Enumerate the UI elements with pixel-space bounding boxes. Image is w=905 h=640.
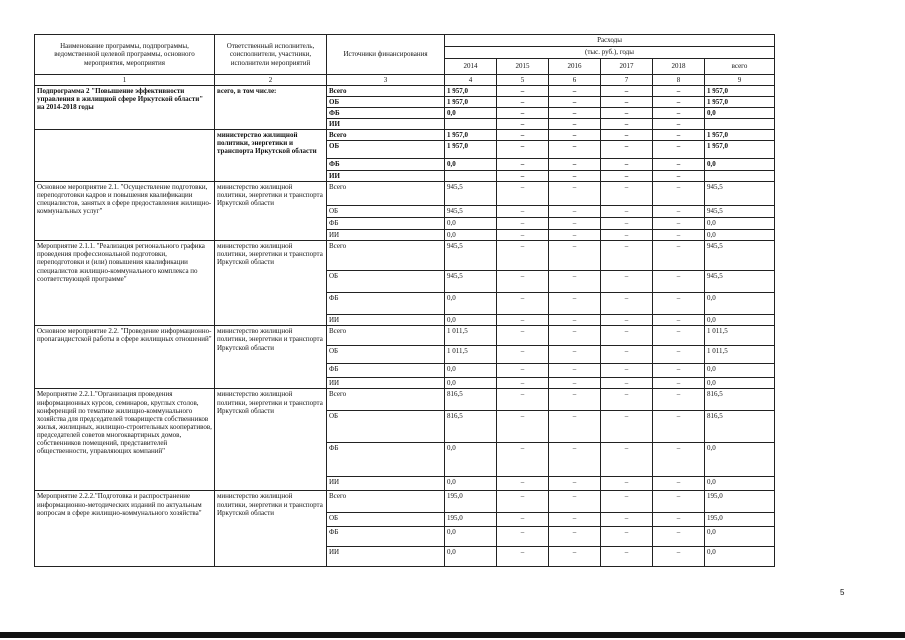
header-year: 2018: [653, 59, 705, 75]
value-2018-cell: –: [653, 293, 705, 315]
value-2014-cell: 0,0: [445, 547, 497, 567]
value-2014-cell: 0,0: [445, 218, 497, 230]
value-2016-cell: –: [549, 271, 601, 293]
value-2017-cell: –: [601, 241, 653, 271]
value-2017-cell: –: [601, 389, 653, 411]
value-2017-cell: –: [601, 159, 653, 171]
header-expenses: Расходы: [445, 35, 775, 47]
col-number: 5: [497, 75, 549, 86]
value-2014-cell: 0,0: [445, 293, 497, 315]
value-total-cell: 0,0: [705, 315, 775, 326]
header-program: Наименование программы, подпрограммы, ведомственной целевой программы, основного мероприятия, мероприятия: [35, 35, 215, 75]
executor-cell: министерство жилищной политики, энергетики и транспорта Иркутской области: [215, 491, 327, 567]
value-total-cell: 945,5: [705, 206, 775, 218]
col-number: 3: [327, 75, 445, 86]
value-2014-cell: 195,0: [445, 491, 497, 513]
value-total-cell: 195,0: [705, 513, 775, 527]
value-2015-cell: –: [497, 411, 549, 443]
value-2015-cell: –: [497, 206, 549, 218]
program-name-cell: Подпрограмма 2 "Повышение эффективности управления в жилищной сфере Иркутской области" на 2014-2018 годы: [35, 86, 215, 130]
value-2016-cell: –: [549, 346, 601, 364]
value-2015-cell: –: [497, 443, 549, 477]
value-total-cell: 1 011,5: [705, 326, 775, 346]
program-name-cell: Основное мероприятие 2.1. "Осуществление подготовки, переподготовки кадров и повышения квалификации специалистов, занятых в сфере предоставления жилищно-коммунальных услуг": [35, 182, 215, 241]
value-2018-cell: –: [653, 159, 705, 171]
value-2017-cell: –: [601, 141, 653, 159]
value-2015-cell: –: [497, 364, 549, 378]
executor-cell: всего, в том числе:: [215, 86, 327, 130]
value-total-cell: 945,5: [705, 271, 775, 293]
value-2016-cell: –: [549, 159, 601, 171]
executor-cell: министерство жилищной политики, энергетики и транспорта Иркутской области: [215, 241, 327, 326]
value-2015-cell: –: [497, 130, 549, 141]
value-2014-cell: 0,0: [445, 378, 497, 389]
source-cell: ИИ: [327, 171, 445, 182]
value-total-cell: 1 957,0: [705, 97, 775, 108]
value-2016-cell: –: [549, 130, 601, 141]
value-2016-cell: –: [549, 389, 601, 411]
source-cell: ИИ: [327, 119, 445, 130]
value-2014-cell: 1 957,0: [445, 97, 497, 108]
value-2015-cell: –: [497, 141, 549, 159]
value-2014-cell: 1 011,5: [445, 326, 497, 346]
value-total-cell: 1 011,5: [705, 346, 775, 364]
value-2015-cell: –: [497, 241, 549, 271]
value-2015-cell: –: [497, 182, 549, 206]
value-2015-cell: –: [497, 230, 549, 241]
header-units: (тыс. руб.), годы: [445, 47, 775, 59]
value-2015-cell: –: [497, 346, 549, 364]
value-2018-cell: –: [653, 527, 705, 547]
value-2018-cell: –: [653, 86, 705, 97]
value-2015-cell: –: [497, 218, 549, 230]
value-2014-cell: 0,0: [445, 527, 497, 547]
header-year: 2014: [445, 59, 497, 75]
col-number: 7: [601, 75, 653, 86]
header-executor: Ответственный исполнитель, соисполнители, участники, исполнители мероприятий: [215, 35, 327, 75]
value-total-cell: 0,0: [705, 527, 775, 547]
value-2017-cell: –: [601, 477, 653, 491]
source-cell: Всего: [327, 86, 445, 97]
source-cell: ФБ: [327, 527, 445, 547]
value-2014-cell: 945,5: [445, 271, 497, 293]
value-2016-cell: –: [549, 108, 601, 119]
value-total-cell: [705, 171, 775, 182]
value-2018-cell: –: [653, 182, 705, 206]
value-2014-cell: 0,0: [445, 108, 497, 119]
executor-cell: министерство жилищной политики, энергетики и транспорта Иркутской области: [215, 326, 327, 389]
value-2018-cell: –: [653, 411, 705, 443]
executor-cell: министерство жилищной политики, энергетики и транспорта Иркутской области: [215, 182, 327, 241]
col-number: 6: [549, 75, 601, 86]
value-2018-cell: –: [653, 108, 705, 119]
scan-edge: [0, 632, 905, 638]
source-cell: ФБ: [327, 159, 445, 171]
value-2015-cell: –: [497, 547, 549, 567]
source-cell: ФБ: [327, 218, 445, 230]
value-2015-cell: –: [497, 477, 549, 491]
value-2016-cell: –: [549, 97, 601, 108]
value-total-cell: 0,0: [705, 477, 775, 491]
value-2015-cell: –: [497, 326, 549, 346]
value-2016-cell: –: [549, 315, 601, 326]
value-2018-cell: –: [653, 130, 705, 141]
value-total-cell: 0,0: [705, 364, 775, 378]
value-2014-cell: 1 957,0: [445, 130, 497, 141]
value-total-cell: 816,5: [705, 389, 775, 411]
value-2016-cell: –: [549, 378, 601, 389]
source-cell: ИИ: [327, 547, 445, 567]
value-2016-cell: –: [549, 206, 601, 218]
table-row: [35, 182, 775, 206]
header-source: Источники финансирования: [327, 35, 445, 75]
value-2018-cell: –: [653, 443, 705, 477]
value-2017-cell: –: [601, 218, 653, 230]
value-2017-cell: –: [601, 315, 653, 326]
value-2014-cell: 195,0: [445, 513, 497, 527]
value-2018-cell: –: [653, 271, 705, 293]
table-row: [35, 389, 775, 411]
value-2015-cell: –: [497, 513, 549, 527]
value-total-cell: [705, 119, 775, 130]
value-total-cell: 195,0: [705, 491, 775, 513]
value-2014-cell: 945,5: [445, 241, 497, 271]
source-cell: ФБ: [327, 443, 445, 477]
value-2016-cell: –: [549, 513, 601, 527]
value-2017-cell: –: [601, 171, 653, 182]
value-2018-cell: –: [653, 171, 705, 182]
program-name-cell: Мероприятие 2.1.1. "Реализация регионального графика проведения профессиональной подготовки, переподготовки и (или) повышения квалификации специалистов жилищно-коммунального комплекса по соответствующей программе": [35, 241, 215, 326]
value-2015-cell: –: [497, 389, 549, 411]
value-total-cell: 816,5: [705, 411, 775, 443]
value-2016-cell: –: [549, 491, 601, 513]
value-2014-cell: 945,5: [445, 206, 497, 218]
source-cell: Всего: [327, 389, 445, 411]
value-total-cell: 945,5: [705, 241, 775, 271]
value-2017-cell: –: [601, 364, 653, 378]
value-2014-cell: 0,0: [445, 364, 497, 378]
value-2018-cell: –: [653, 513, 705, 527]
header-year: 2016: [549, 59, 601, 75]
value-2016-cell: –: [549, 411, 601, 443]
source-cell: ОБ: [327, 97, 445, 108]
col-number: 4: [445, 75, 497, 86]
value-2016-cell: –: [549, 171, 601, 182]
value-2016-cell: –: [549, 86, 601, 97]
header-year: 2015: [497, 59, 549, 75]
value-2015-cell: –: [497, 119, 549, 130]
source-cell: ФБ: [327, 364, 445, 378]
value-2014-cell: 816,5: [445, 411, 497, 443]
value-2017-cell: –: [601, 346, 653, 364]
source-cell: Всего: [327, 241, 445, 271]
program-name-cell: Мероприятие 2.2.1."Организация проведения информационных курсов, семинаров, круглых столов, конференций по тематике жилищно-коммунального хозяйства для председателей товариществ собственников жилья, жилищных, жилищно-строительных кооперативов, председателей советов многоквартирных домов, собственников помещений, представителей общественности, управляющих компаний": [35, 389, 215, 491]
value-2016-cell: –: [549, 141, 601, 159]
value-2018-cell: –: [653, 241, 705, 271]
value-2016-cell: –: [549, 230, 601, 241]
value-2015-cell: –: [497, 527, 549, 547]
value-2015-cell: –: [497, 293, 549, 315]
value-total-cell: 0,0: [705, 378, 775, 389]
header-year: 2017: [601, 59, 653, 75]
value-2018-cell: –: [653, 218, 705, 230]
value-total-cell: 1 957,0: [705, 86, 775, 97]
source-cell: ФБ: [327, 293, 445, 315]
source-cell: Всего: [327, 491, 445, 513]
value-2018-cell: –: [653, 477, 705, 491]
value-2014-cell: 0,0: [445, 477, 497, 491]
source-cell: ИИ: [327, 315, 445, 326]
value-2016-cell: –: [549, 547, 601, 567]
value-2015-cell: –: [497, 491, 549, 513]
source-cell: Всего: [327, 182, 445, 206]
value-2017-cell: –: [601, 326, 653, 346]
table-row: [35, 86, 775, 97]
value-2018-cell: –: [653, 97, 705, 108]
value-2014-cell: 1 011,5: [445, 346, 497, 364]
value-2017-cell: –: [601, 527, 653, 547]
executor-cell: министерство жилищной политики, энергетики и транспорта Иркутской области: [215, 389, 327, 491]
source-cell: ОБ: [327, 411, 445, 443]
header-year: всего: [705, 59, 775, 75]
value-2016-cell: –: [549, 293, 601, 315]
table-row: [35, 326, 775, 346]
executor-cell: министерство жилищной политики, энергетики и транспорта Иркутской области: [215, 130, 327, 182]
value-2015-cell: –: [497, 315, 549, 326]
program-name-cell: Основное мероприятие 2.2. "Проведение информационно-пропагандистской работы в сфере жилищных отношений": [35, 326, 215, 389]
source-cell: ИИ: [327, 378, 445, 389]
source-cell: ОБ: [327, 141, 445, 159]
value-2017-cell: –: [601, 547, 653, 567]
value-2014-cell: 0,0: [445, 159, 497, 171]
col-number: 8: [653, 75, 705, 86]
value-2016-cell: –: [549, 326, 601, 346]
value-total-cell: 1 957,0: [705, 141, 775, 159]
value-2016-cell: –: [549, 443, 601, 477]
source-cell: ОБ: [327, 206, 445, 218]
program-name-cell: [35, 130, 215, 182]
value-2015-cell: –: [497, 271, 549, 293]
value-2014-cell: 945,5: [445, 182, 497, 206]
value-2017-cell: –: [601, 443, 653, 477]
value-2014-cell: 0,0: [445, 443, 497, 477]
value-2016-cell: –: [549, 477, 601, 491]
value-2017-cell: –: [601, 411, 653, 443]
value-2017-cell: –: [601, 119, 653, 130]
value-2016-cell: –: [549, 527, 601, 547]
value-2014-cell: [445, 171, 497, 182]
source-cell: ФБ: [327, 108, 445, 119]
value-2018-cell: –: [653, 326, 705, 346]
table-body: [35, 86, 775, 567]
value-2015-cell: –: [497, 378, 549, 389]
value-2016-cell: –: [549, 182, 601, 206]
source-cell: ОБ: [327, 513, 445, 527]
table-row: [35, 130, 775, 141]
col-number: 2: [215, 75, 327, 86]
source-cell: Всего: [327, 130, 445, 141]
value-2018-cell: –: [653, 491, 705, 513]
value-total-cell: 0,0: [705, 293, 775, 315]
value-2017-cell: –: [601, 293, 653, 315]
value-2017-cell: –: [601, 230, 653, 241]
value-total-cell: 0,0: [705, 443, 775, 477]
financing-table: [34, 34, 775, 567]
value-2014-cell: 1 957,0: [445, 141, 497, 159]
value-total-cell: 1 957,0: [705, 130, 775, 141]
value-2017-cell: –: [601, 206, 653, 218]
value-total-cell: 0,0: [705, 547, 775, 567]
value-2014-cell: 1 957,0: [445, 86, 497, 97]
table-header: [35, 35, 775, 86]
value-2017-cell: –: [601, 491, 653, 513]
value-2014-cell: 0,0: [445, 315, 497, 326]
value-2014-cell: [445, 119, 497, 130]
value-2017-cell: –: [601, 130, 653, 141]
value-2015-cell: –: [497, 171, 549, 182]
col-number: 1: [35, 75, 215, 86]
table-row: [35, 241, 775, 271]
value-2016-cell: –: [549, 218, 601, 230]
value-2015-cell: –: [497, 159, 549, 171]
value-total-cell: 0,0: [705, 159, 775, 171]
value-2018-cell: –: [653, 315, 705, 326]
program-name-cell: Мероприятие 2.2.2."Подготовка и распространение информационно-методических изданий по актуальным вопросам в сфере жилищно-коммунального хозяйства": [35, 491, 215, 567]
value-2017-cell: –: [601, 378, 653, 389]
value-2018-cell: –: [653, 346, 705, 364]
source-cell: ИИ: [327, 230, 445, 241]
value-2017-cell: –: [601, 86, 653, 97]
value-2018-cell: –: [653, 141, 705, 159]
value-total-cell: 0,0: [705, 218, 775, 230]
value-2015-cell: –: [497, 108, 549, 119]
value-2017-cell: –: [601, 182, 653, 206]
page-number: 5: [840, 588, 845, 597]
value-2017-cell: –: [601, 108, 653, 119]
value-2018-cell: –: [653, 119, 705, 130]
table-row: [35, 491, 775, 513]
value-2017-cell: –: [601, 513, 653, 527]
value-2016-cell: –: [549, 119, 601, 130]
value-2018-cell: –: [653, 389, 705, 411]
value-2016-cell: –: [549, 364, 601, 378]
value-2018-cell: –: [653, 378, 705, 389]
value-total-cell: 945,5: [705, 182, 775, 206]
value-2014-cell: 816,5: [445, 389, 497, 411]
value-total-cell: 0,0: [705, 108, 775, 119]
value-total-cell: 0,0: [705, 230, 775, 241]
source-cell: Всего: [327, 326, 445, 346]
value-2017-cell: –: [601, 271, 653, 293]
value-2014-cell: 0,0: [445, 230, 497, 241]
value-2018-cell: –: [653, 364, 705, 378]
value-2018-cell: –: [653, 547, 705, 567]
source-cell: ИИ: [327, 477, 445, 491]
value-2018-cell: –: [653, 230, 705, 241]
value-2017-cell: –: [601, 97, 653, 108]
value-2018-cell: –: [653, 206, 705, 218]
col-number: 9: [705, 75, 775, 86]
source-cell: ОБ: [327, 346, 445, 364]
value-2015-cell: –: [497, 86, 549, 97]
source-cell: ОБ: [327, 271, 445, 293]
value-2015-cell: –: [497, 97, 549, 108]
value-2016-cell: –: [549, 241, 601, 271]
